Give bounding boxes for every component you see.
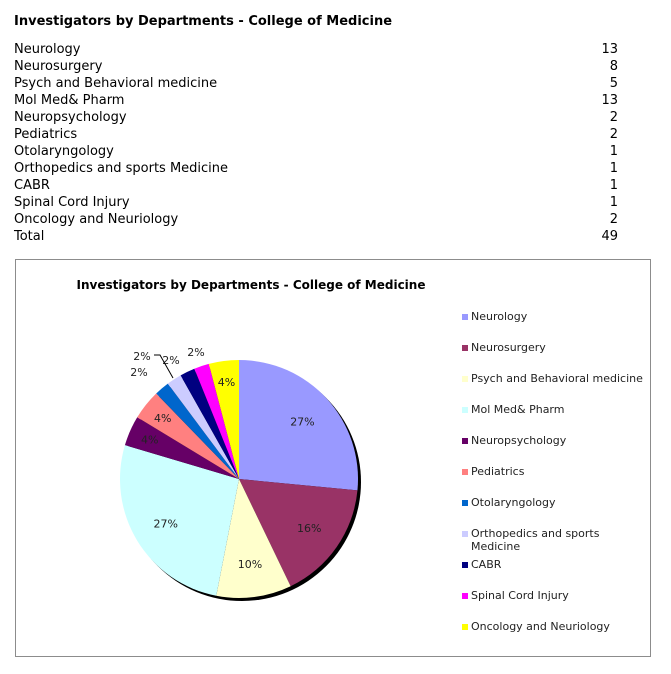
row-label: Spinal Cord Injury bbox=[14, 195, 130, 210]
data-label-neurology: 27% bbox=[290, 415, 315, 429]
legend-swatch bbox=[462, 314, 468, 320]
row-label: Neurology bbox=[14, 42, 81, 57]
row-label: Psych and Behavioral medicine bbox=[14, 76, 218, 91]
legend-swatch bbox=[462, 376, 468, 382]
legend-item-cabr bbox=[462, 558, 501, 571]
row-label: Mol Med& Pharm bbox=[14, 93, 125, 108]
data-label-otolaryngology: 2% bbox=[130, 366, 148, 379]
legend-swatch bbox=[462, 593, 468, 599]
legend-swatch bbox=[462, 500, 468, 506]
data-label-pediatrics: 4% bbox=[153, 412, 172, 426]
legend-item-pediatrics bbox=[462, 465, 524, 478]
legend-swatch bbox=[462, 624, 468, 630]
legend-item-otolaryngology bbox=[462, 496, 556, 509]
row-value: 49 bbox=[601, 229, 618, 244]
data-label-cabr: 2% bbox=[162, 354, 180, 367]
legend-label: Oncology and Neuriology bbox=[471, 620, 610, 633]
row-value: 2 bbox=[609, 127, 618, 142]
legend-label: CABR bbox=[471, 558, 502, 571]
row-value: 2 bbox=[609, 212, 618, 227]
row-value: 1 bbox=[609, 161, 618, 176]
legend-label: Psych and Behavioral medicine bbox=[471, 372, 643, 385]
legend-label: Neuropsychology bbox=[471, 434, 567, 447]
row-label: Otolaryngology bbox=[14, 144, 114, 159]
table-row bbox=[14, 194, 618, 211]
row-label: Total bbox=[14, 229, 45, 244]
data-label-psych-and-behavioral-medicine: 10% bbox=[237, 557, 263, 571]
table-row bbox=[14, 143, 618, 160]
legend-label: Mol Med& Pharm bbox=[471, 403, 565, 416]
row-value: 8 bbox=[609, 59, 618, 74]
legend-label: Otolaryngology bbox=[471, 496, 556, 509]
row-label: CABR bbox=[14, 178, 50, 193]
data-label-neurosurgery: 16% bbox=[297, 522, 322, 536]
table-row bbox=[14, 160, 618, 177]
legend-item-mol-med-pharm bbox=[462, 403, 564, 416]
pie-chart bbox=[16, 260, 456, 656]
legend-label: Orthopedics and sports Medicine bbox=[471, 527, 600, 553]
page-title: Investigators by Departments - College of Medicine bbox=[14, 14, 393, 29]
data-label-mol-med-pharm: 27% bbox=[153, 517, 178, 531]
table-row bbox=[14, 177, 618, 194]
legend-swatch bbox=[462, 531, 468, 537]
legend-label: Pediatrics bbox=[471, 465, 525, 478]
legend-swatch bbox=[462, 562, 468, 568]
row-value: 1 bbox=[609, 178, 618, 193]
data-label-spinal-cord-injury: 2% bbox=[187, 346, 205, 359]
legend-label: Spinal Cord Injury bbox=[471, 589, 569, 602]
legend-item-orthopedics-and-sports-medicine bbox=[462, 527, 599, 553]
row-value: 5 bbox=[609, 76, 618, 91]
legend-item-spinal-cord-injury bbox=[462, 589, 569, 602]
data-label-oncology-and-neuriology: 4% bbox=[217, 376, 236, 390]
table-row bbox=[14, 58, 618, 75]
table-row bbox=[14, 75, 618, 92]
legend-swatch bbox=[462, 345, 468, 351]
row-label: Oncology and Neuriology bbox=[14, 212, 179, 227]
table-row bbox=[14, 211, 618, 228]
row-label: Neurosurgery bbox=[14, 59, 103, 74]
table-row bbox=[14, 109, 618, 126]
data-label-neuropsychology: 4% bbox=[141, 433, 159, 447]
table-row bbox=[14, 92, 618, 109]
row-value: 2 bbox=[609, 110, 618, 125]
legend-item-neurosurgery bbox=[462, 341, 546, 354]
legend-label: Neurology bbox=[471, 310, 528, 323]
row-label: Neuropsychology bbox=[14, 110, 127, 125]
legend-swatch bbox=[462, 469, 468, 475]
legend-swatch bbox=[462, 407, 468, 413]
chart-title: Investigators by Departments - College of Medicine bbox=[76, 278, 426, 292]
table-row bbox=[14, 228, 618, 245]
legend-label: Neurosurgery bbox=[471, 341, 546, 354]
legend-swatch bbox=[462, 438, 468, 444]
legend-item-oncology-and-neuriology bbox=[462, 620, 610, 633]
legend-item-neurology bbox=[462, 310, 527, 323]
table-row bbox=[14, 126, 618, 143]
row-value: 1 bbox=[609, 195, 618, 210]
row-value: 13 bbox=[601, 42, 618, 57]
row-value: 13 bbox=[601, 93, 618, 108]
legend-item-neuropsychology bbox=[462, 434, 566, 447]
legend-item-psych-and-behavioral-medicine bbox=[462, 372, 643, 385]
table-row bbox=[14, 41, 618, 58]
row-label: Orthopedics and sports Medicine bbox=[14, 161, 229, 176]
row-value: 1 bbox=[609, 144, 618, 159]
data-label-orthopedics-and-sports-medicine: 2% bbox=[133, 350, 151, 363]
row-label: Pediatrics bbox=[14, 127, 78, 142]
investigators-table bbox=[14, 41, 618, 245]
chart-frame bbox=[15, 259, 651, 657]
